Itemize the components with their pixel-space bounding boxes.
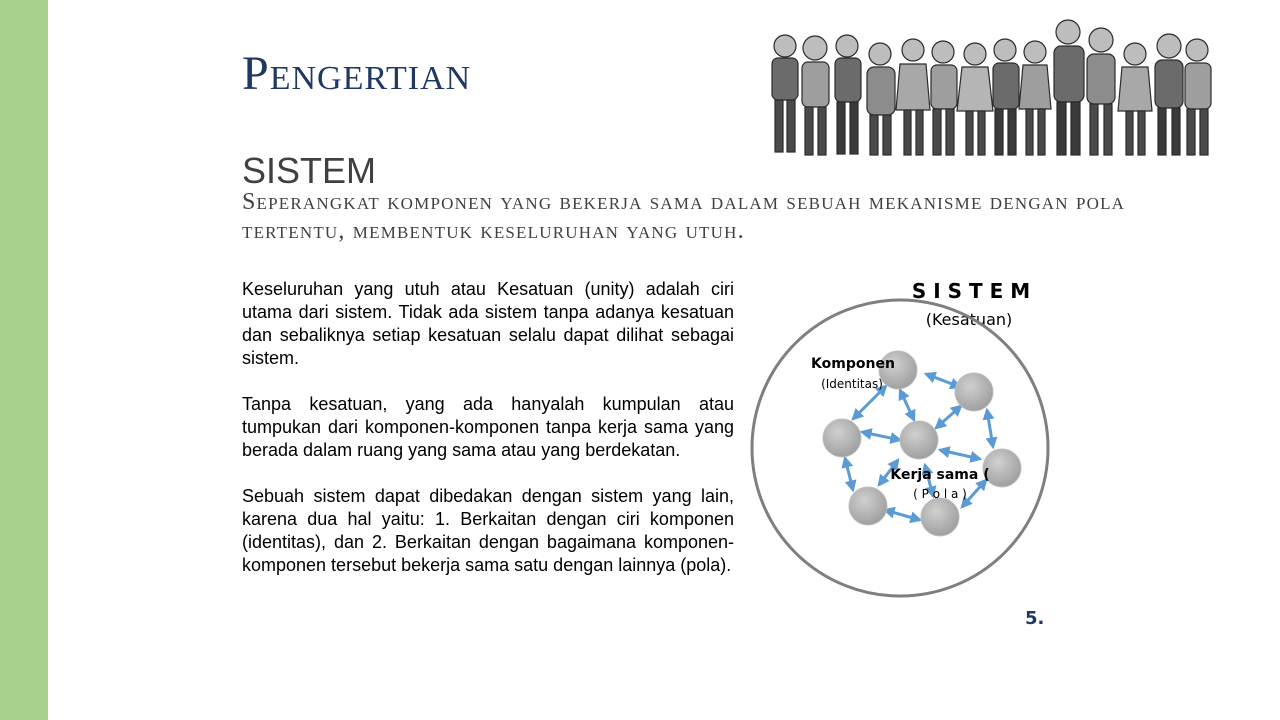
page-number: 5. <box>1025 608 1045 629</box>
kerja-sama-label: Kerja sama ( <box>890 467 990 483</box>
accent-bar <box>0 0 48 720</box>
component-node-3 <box>823 419 861 457</box>
slide-subtitle: SISTEM <box>242 150 377 191</box>
arrow-2 <box>900 390 914 420</box>
paragraph-no-unity: Tanpa kesatuan, yang ada hanyalah kumpulan atau tumpukan dari komponen-komponen tanpa kerja sama yang berada dalam ruang yang sama atau yang berdekatan. <box>242 394 734 460</box>
diagram-subtitle: (Kesatuan) <box>925 310 1013 329</box>
component-node-4 <box>900 421 938 459</box>
child-figure-6 <box>931 41 957 155</box>
arrow-5 <box>936 406 961 428</box>
arrow-7 <box>940 450 980 459</box>
arrow-8 <box>845 458 853 490</box>
component-node-6 <box>849 487 887 525</box>
definition-text: Seperangkat komponen yang bekerja sama dalam sebuah mekanisme dengan pola tertentu, membentuk keseluruhan yang utuh. <box>242 189 1126 244</box>
child-figure-8 <box>993 39 1019 155</box>
children-group-illustration <box>765 10 1217 160</box>
arrow-3 <box>926 374 960 387</box>
arrow-11 <box>885 510 920 520</box>
child-figure-7 <box>957 43 993 155</box>
child-figure-14 <box>1185 39 1211 155</box>
child-figure-9 <box>1019 41 1051 155</box>
system-diagram <box>740 270 1060 600</box>
arrow-4 <box>862 432 900 440</box>
identitas-label: (Identitas) <box>821 377 883 391</box>
slide-title: Pengertian <box>242 47 472 100</box>
child-figure-2 <box>802 36 829 155</box>
paragraph-distinguish: Sebuah sistem dapat dibedakan dengan sistem yang lain, karena dua hal yaitu: 1. Berkaitan dengan ciri komponen (identitas), dan 2. Berkaitan dengan bagaimana komponen-komponen tersebut bekerja sama satu dengan lainnya (pola). <box>242 486 734 575</box>
child-figure-1 <box>772 35 798 152</box>
child-figure-11 <box>1087 28 1115 155</box>
child-figure-13 <box>1155 34 1183 155</box>
komponen-label: Komponen <box>811 356 895 372</box>
child-figure-10 <box>1054 20 1084 155</box>
child-figure-4 <box>867 43 895 155</box>
child-figure-12 <box>1118 43 1152 155</box>
arrow-6 <box>987 410 993 447</box>
component-node-2 <box>955 373 993 411</box>
pola-label: ( P o l a ) <box>913 487 967 501</box>
child-figure-3 <box>835 35 861 154</box>
child-figure-5 <box>896 39 930 155</box>
system-boundary-circle <box>752 300 1048 596</box>
component-node-7 <box>921 498 959 536</box>
paragraph-unity: Keseluruhan yang utuh atau Kesatuan (unity) adalah ciri utama dari sistem. Tidak ada sistem tanpa adanya kesatuan dan sebaliknya setiap kesatuan selalu dapat dilihat sebagai sistem. <box>242 279 734 368</box>
body-text <box>242 278 734 600</box>
diagram-title: S I S T E M <box>911 279 1031 303</box>
